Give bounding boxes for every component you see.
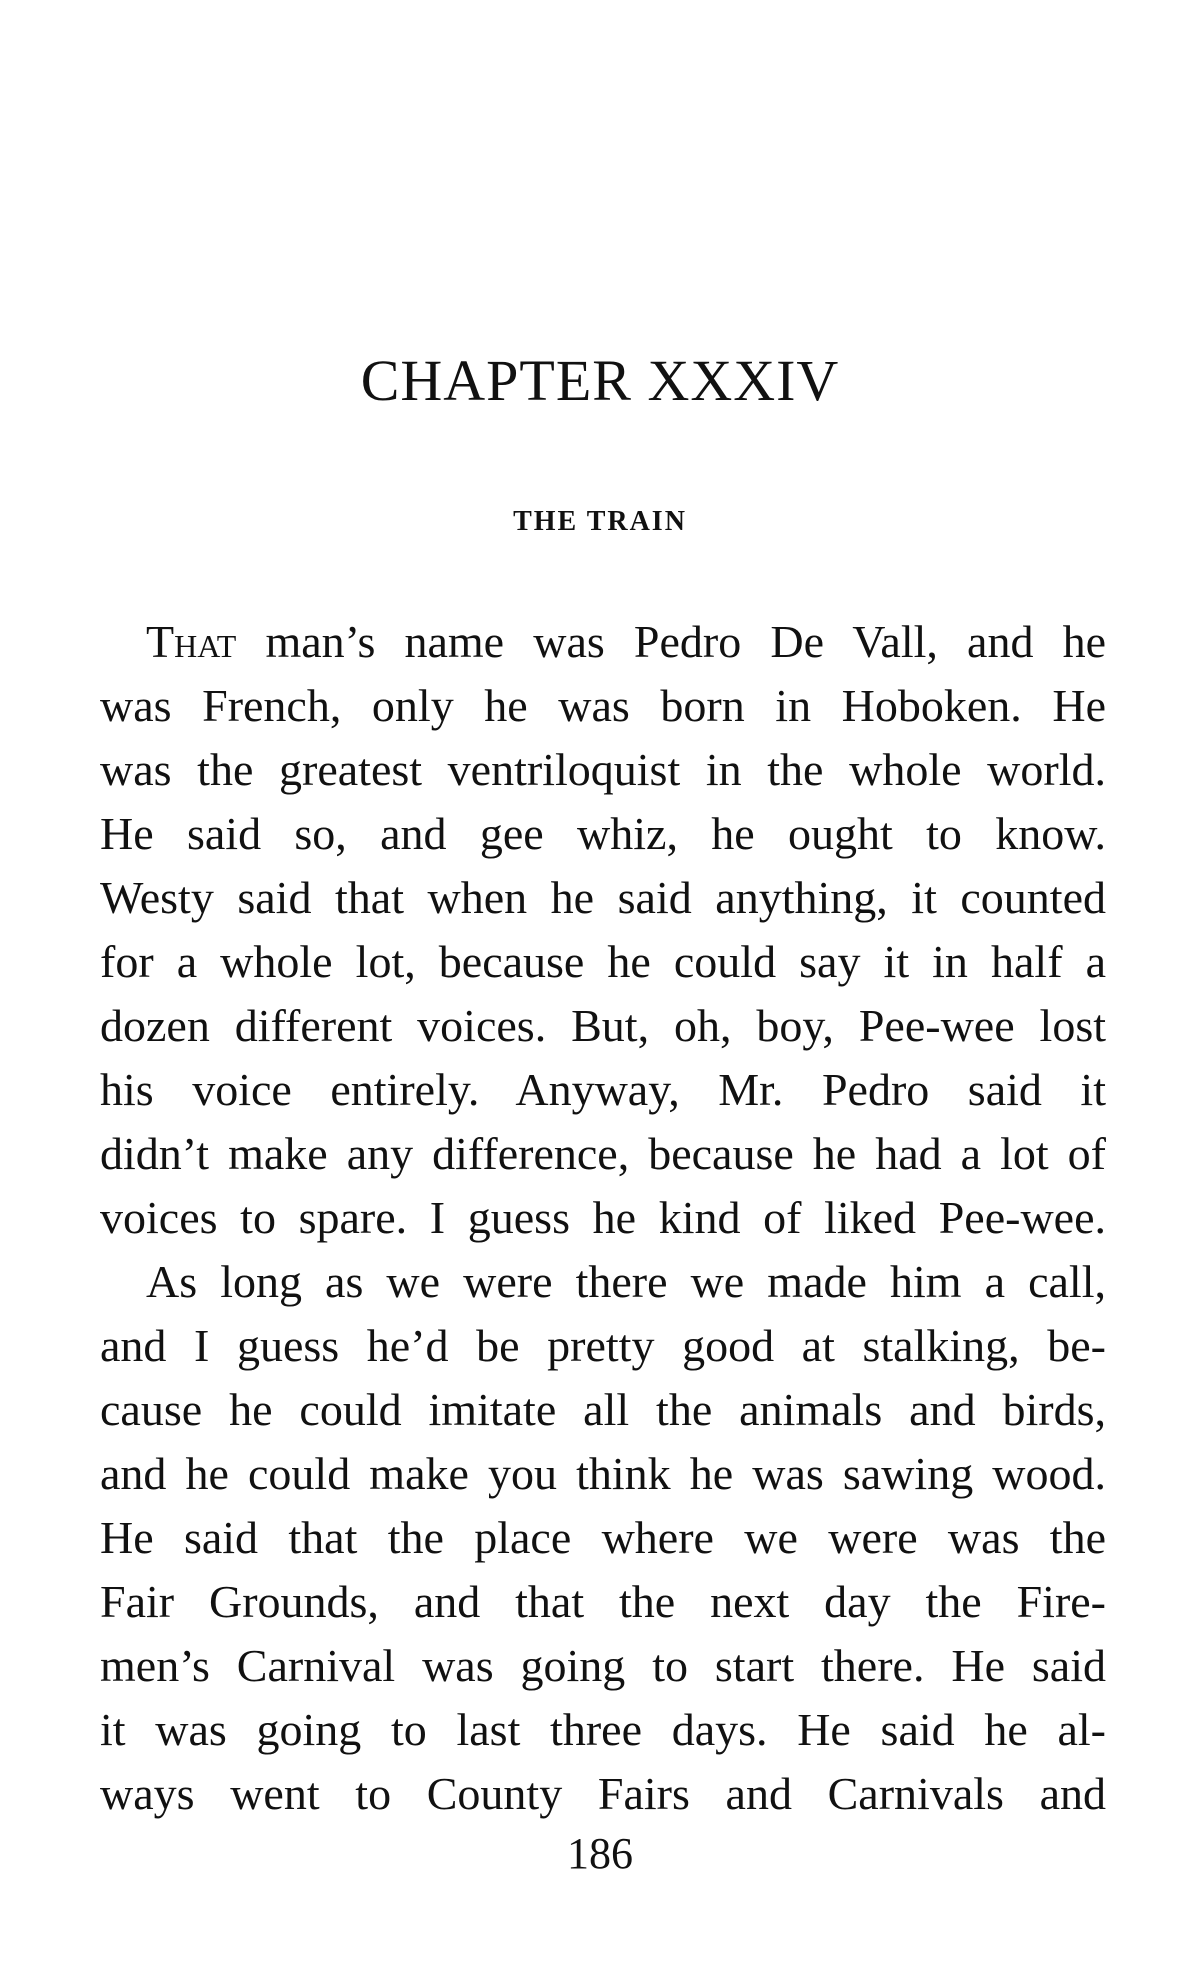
text-line-content: man’s name was Pedro De Vall, and he — [236, 616, 1106, 667]
text-line: cause he could imitate all the animals and birds, — [100, 1384, 1106, 1435]
text-line — [100, 610, 1106, 674]
text-line: it was going to last three days. He said he al- — [100, 1704, 1106, 1755]
page-number: 186 — [567, 1829, 633, 1878]
lead-word: That — [146, 616, 237, 667]
text-line: was the greatest ventriloquist in the whole world. — [100, 744, 1106, 795]
text-line: Fair Grounds, and that the next day the Fire- — [100, 1576, 1106, 1627]
text-line: He said that the place where we were was the — [100, 1512, 1106, 1563]
body-text — [100, 610, 1106, 1826]
text-line: ways went to County Fairs and Carnivals and — [100, 1768, 1106, 1819]
text-line: his voice entirely. Anyway, Mr. Pedro said it — [100, 1064, 1106, 1115]
text-line: As long as we were there we made him a call, — [146, 1256, 1106, 1307]
text-line: was French, only he was born in Hoboken. He — [100, 680, 1106, 731]
text-line: and I guess he’d be pretty good at stalking, be- — [100, 1320, 1106, 1371]
text-line: men’s Carnival was going to start there. He said — [100, 1640, 1106, 1691]
text-line: dozen different voices. But, oh, boy, Pee-wee lost — [100, 1000, 1106, 1051]
text-line: He said so, and gee whiz, he ought to know. — [100, 808, 1106, 859]
text-line: Westy said that when he said anything, it counted — [100, 872, 1106, 923]
text-line: voices to spare. I guess he kind of liked Pee-wee. — [100, 1192, 1106, 1243]
text-line: didn’t make any difference, because he had a lot of — [100, 1128, 1106, 1179]
text-line: for a whole lot, because he could say it in half a — [100, 936, 1106, 987]
text-line: and he could make you think he was sawing wood. — [100, 1448, 1106, 1499]
chapter-heading: CHAPTER XXXIV — [360, 348, 840, 413]
chapter-title: THE TRAIN — [513, 506, 687, 537]
